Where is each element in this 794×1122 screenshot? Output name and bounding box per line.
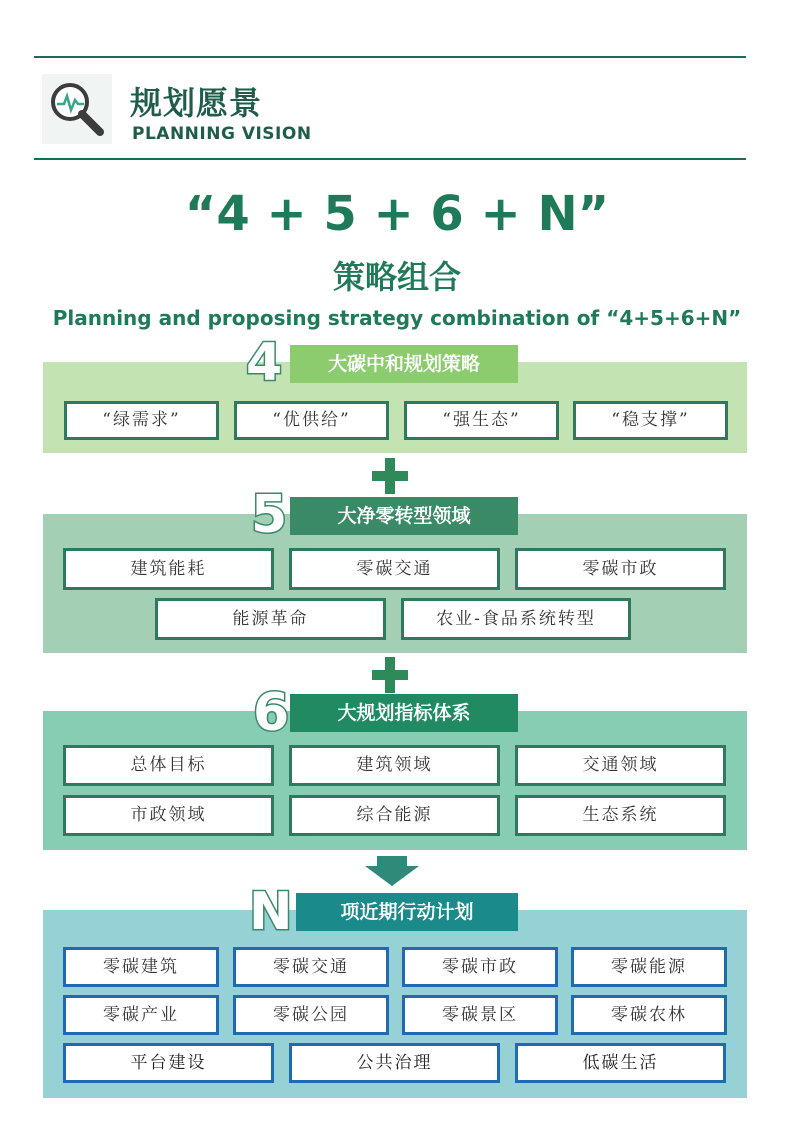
english-subtitle: Planning and proposing strategy combination of “4+5+6+N” xyxy=(52,306,742,330)
action-item: 公共治理 xyxy=(289,1043,500,1083)
plus-icon xyxy=(372,657,408,693)
sub-title: 策略组合 xyxy=(332,258,461,296)
strategy-item: “强生态” xyxy=(404,401,559,440)
section-5-badge: 大净零转型领域 xyxy=(290,497,518,535)
strategy-item: “绿需求” xyxy=(64,401,219,440)
action-item: 零碳建筑 xyxy=(63,947,219,987)
magnifier-chart-icon xyxy=(42,74,112,144)
action-item: 平台建设 xyxy=(63,1043,274,1083)
action-item: 零碳产业 xyxy=(63,995,219,1035)
transition-item: 农业-食品系统转型 xyxy=(401,598,631,640)
transition-item: 建筑能耗 xyxy=(63,548,274,590)
section-5-numeral: 5 xyxy=(251,485,288,545)
indicator-item: 市政领域 xyxy=(63,795,274,836)
header-bottom-rule xyxy=(34,158,746,160)
down-arrow-icon xyxy=(365,856,419,886)
transition-item: 零碳交通 xyxy=(289,548,500,590)
indicator-item: 交通领域 xyxy=(515,745,726,786)
indicator-item: 总体目标 xyxy=(63,745,274,786)
indicator-item: 建筑领域 xyxy=(289,745,500,786)
header-title: 规划愿景 xyxy=(130,84,263,122)
strategy-item: “优供给” xyxy=(234,401,389,440)
action-item: 零碳公园 xyxy=(233,995,389,1035)
section-6-badge: 大规划指标体系 xyxy=(290,694,518,732)
indicator-item: 综合能源 xyxy=(289,795,500,836)
transition-item: 能源革命 xyxy=(155,598,386,640)
action-item: 低碳生活 xyxy=(515,1043,726,1083)
main-title: “4 + 5 + 6 + N” xyxy=(184,186,610,242)
section-4-numeral: 4 xyxy=(246,333,283,393)
strategy-item: “稳支撑” xyxy=(573,401,728,440)
action-item: 零碳交通 xyxy=(233,947,389,987)
section-4-badge: 大碳中和规划策略 xyxy=(290,345,518,383)
action-item: 零碳能源 xyxy=(571,947,727,987)
top-rule xyxy=(34,56,746,58)
section-n-numeral: N xyxy=(249,882,293,942)
section-n-badge: 项近期行动计划 xyxy=(296,893,518,931)
section-6-numeral: 6 xyxy=(253,683,290,743)
header-subtitle: PLANNING VISION xyxy=(132,124,312,144)
action-item: 零碳景区 xyxy=(402,995,558,1035)
action-item: 零碳农林 xyxy=(571,995,727,1035)
action-item: 零碳市政 xyxy=(402,947,558,987)
plus-icon xyxy=(372,458,408,494)
transition-item: 零碳市政 xyxy=(515,548,726,590)
indicator-item: 生态系统 xyxy=(515,795,726,836)
